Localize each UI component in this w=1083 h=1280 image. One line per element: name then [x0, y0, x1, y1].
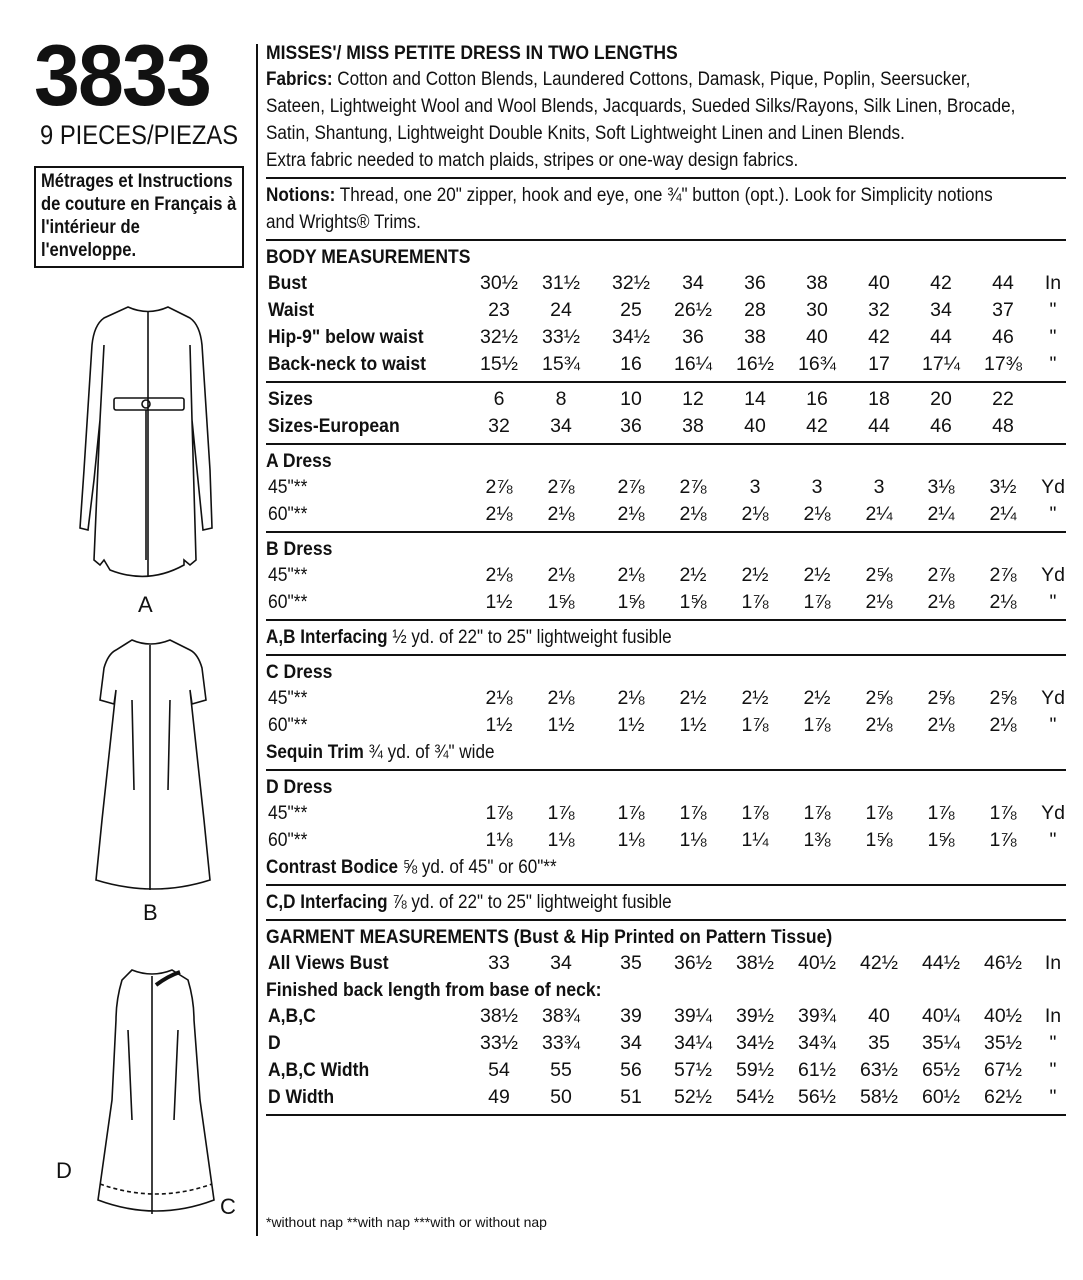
table-cell: 2⅝: [865, 564, 893, 586]
table-cell: 2⅛: [547, 687, 575, 709]
table-cell: 1½: [617, 714, 645, 736]
table-cell: 2½: [803, 687, 831, 709]
body-measurements-heading: BODY MEASUREMENTS: [266, 246, 471, 268]
divider: [266, 919, 1066, 921]
table-cell: 26½: [674, 299, 712, 321]
divider: [266, 769, 1066, 771]
fabrics-line: [266, 66, 986, 93]
table-cell: 24: [550, 299, 572, 321]
table-cell: 17: [868, 353, 890, 375]
view-label-b: B: [143, 900, 158, 925]
table-cell: 16½: [736, 353, 774, 375]
unit-label: ": [1049, 1059, 1057, 1081]
unit-label: ": [1049, 299, 1057, 321]
table-row: [266, 474, 1066, 501]
table-cell: 2⅞: [485, 476, 513, 498]
table-cell: 40½: [798, 952, 836, 974]
table-cell: 40: [806, 326, 828, 348]
table-cell: 2⅛: [617, 564, 645, 586]
row-label: A,B,C Width: [268, 1059, 370, 1081]
table-row: [266, 324, 1066, 351]
cd-interfacing-text: ⅞ yd. of 22" to 25" lightweight fusible: [392, 892, 672, 913]
row-label: 45"**: [268, 476, 308, 498]
unit-label: Yd: [1041, 802, 1065, 824]
a-dress-heading: A Dress: [266, 450, 332, 472]
table-cell: 35½: [984, 1032, 1022, 1054]
table-cell: 32: [868, 299, 890, 321]
table-cell: 2⅝: [927, 687, 955, 709]
table-cell: 1½: [547, 714, 575, 736]
table-cell: 40¼: [922, 1005, 960, 1027]
french-note-line: de couture en Français à: [41, 193, 237, 215]
row-label: Sizes: [268, 388, 313, 410]
unit-label: ": [1049, 591, 1057, 613]
garment-length-table: [266, 1003, 1066, 1111]
table-cell: 34½: [736, 1032, 774, 1054]
table-cell: 2½: [679, 564, 707, 586]
table-cell: 2⅛: [547, 564, 575, 586]
fabrics-label: Fabrics:: [266, 69, 333, 90]
table-cell: 49: [488, 1086, 510, 1108]
table-cell: 20: [930, 388, 952, 410]
table-cell: 36: [620, 415, 642, 437]
table-cell: 2⅛: [927, 714, 955, 736]
table-row: [266, 501, 1066, 528]
fabrics-text: Extra fabric needed to match plaids, stripes or one-way design fabrics.: [266, 150, 799, 171]
table-cell: 30½: [480, 272, 518, 294]
table-row: [266, 297, 1066, 324]
unit-label: In: [1044, 272, 1062, 294]
table-cell: 1⅛: [547, 829, 575, 851]
notions-text: Thread, one 20" zipper, hook and eye, one ¾" button (opt.). Look for Simplicity notions: [339, 185, 993, 206]
table-cell: 40: [868, 1005, 890, 1027]
d-dress-heading: D Dress: [266, 776, 333, 798]
c-dress-table: [266, 685, 1066, 739]
table-cell: 23: [488, 299, 510, 321]
unit-label: ": [1049, 326, 1057, 348]
table-cell: 31½: [542, 272, 580, 294]
table-cell: 46: [992, 326, 1014, 348]
back-length-label: Finished back length from base of neck:: [266, 979, 602, 1001]
table-cell: 33½: [480, 1032, 518, 1054]
table-cell: 14: [744, 388, 766, 410]
footnote: *without nap **with nap ***with or without nap: [266, 1214, 547, 1230]
table-cell: 2⅛: [485, 503, 513, 525]
table-cell: 42: [930, 272, 952, 294]
table-cell: 2⅛: [865, 591, 893, 613]
table-cell: 40½: [984, 1005, 1022, 1027]
table-cell: 1⅞: [547, 802, 575, 824]
table-cell: 39¼: [674, 1005, 712, 1027]
table-cell: 51: [620, 1086, 642, 1108]
table-cell: 1½: [679, 714, 707, 736]
column-divider: [256, 44, 258, 1236]
table-cell: 1⅝: [547, 591, 575, 613]
fabrics-text: Sateen, Lightweight Wool and Wool Blends, Jacquards, Sueded Silks/Rayons, Silk Linen, Brocade,: [266, 96, 1016, 117]
garment-measurements-heading: GARMENT MEASUREMENTS (Bust & Hip Printed on Pattern Tissue): [266, 926, 833, 948]
row-label: A,B,C: [268, 1005, 316, 1027]
divider: [266, 239, 1066, 241]
b-dress-table: [266, 562, 1066, 616]
row-label: D: [268, 1032, 281, 1054]
dress-a-illustration: [80, 307, 212, 576]
row-label: 60"**: [268, 714, 308, 736]
row-label: Sizes-European: [268, 415, 400, 437]
table-cell: 3½: [989, 476, 1017, 498]
table-cell: 67½: [984, 1059, 1022, 1081]
dress-b-illustration: [96, 640, 210, 890]
table-cell: 16: [620, 353, 642, 375]
table-cell: 33½: [542, 326, 580, 348]
table-cell: 34: [550, 952, 572, 974]
sequin-trim: [266, 739, 986, 766]
table-row: [266, 827, 1066, 854]
table-row: [266, 685, 1066, 712]
unit-label: ": [1049, 1086, 1057, 1108]
table-cell: 2½: [803, 564, 831, 586]
notions-line: [266, 182, 993, 209]
table-cell: 33¾: [542, 1032, 580, 1054]
table-cell: 1⅞: [803, 714, 831, 736]
table-cell: 44: [992, 272, 1014, 294]
table-cell: 34: [550, 415, 572, 437]
table-cell: 63½: [860, 1059, 898, 1081]
table-cell: 34: [682, 272, 704, 294]
table-cell: 1⅝: [617, 591, 645, 613]
pieces-count: 9 PIECES/PIEZAS: [40, 120, 239, 150]
row-label: Back-neck to waist: [268, 353, 427, 375]
view-label-c: C: [220, 1194, 236, 1219]
table-cell: 37: [992, 299, 1014, 321]
table-cell: 1¼: [741, 829, 769, 851]
table-cell: 56½: [798, 1086, 836, 1108]
table-cell: 2⅛: [989, 591, 1017, 613]
table-cell: 65½: [922, 1059, 960, 1081]
french-note-line: l'intérieur de: [41, 216, 140, 238]
french-note-line: Métrages et Instructions: [41, 170, 233, 192]
table-cell: 15¾: [542, 353, 580, 375]
table-cell: 2⅛: [617, 687, 645, 709]
divider: [266, 531, 1066, 533]
notions-text: and Wrights® Trims.: [266, 212, 421, 233]
table-cell: 40: [868, 272, 890, 294]
table-cell: 42: [806, 415, 828, 437]
row-label: 45"**: [268, 802, 308, 824]
table-cell: 38: [744, 326, 766, 348]
view-label-d: D: [56, 1158, 72, 1183]
table-cell: 36½: [674, 952, 712, 974]
table-cell: 2⅛: [485, 687, 513, 709]
table-cell: 34½: [612, 326, 650, 348]
table-cell: 44: [930, 326, 952, 348]
unit-label: Yd: [1041, 564, 1065, 586]
unit-label: In: [1044, 1005, 1062, 1027]
cd-interfacing: [266, 889, 986, 916]
dress-illustrations: [0, 0, 260, 1280]
table-cell: 3: [873, 476, 885, 498]
table-cell: 1⅞: [485, 802, 513, 824]
table-cell: 2¼: [927, 503, 955, 525]
table-row: [266, 270, 1066, 297]
table-cell: 44: [868, 415, 890, 437]
unit-label: ": [1049, 714, 1057, 736]
c-dress-heading: C Dress: [266, 661, 333, 683]
unit-label: Yd: [1041, 476, 1065, 498]
table-cell: 15½: [480, 353, 518, 375]
contrast-bodice-label: Contrast Bodice: [266, 857, 399, 878]
table-cell: 38: [682, 415, 704, 437]
table-cell: 17¼: [922, 353, 960, 375]
table-row: [266, 950, 1066, 977]
table-cell: 2⅞: [547, 476, 575, 498]
ab-interfacing-text: ½ yd. of 22" to 25" lightweight fusible: [392, 627, 672, 648]
table-cell: 16¼: [674, 353, 712, 375]
sequin-trim-text: ¾ yd. of ¾" wide: [368, 742, 495, 763]
table-cell: 17⅜: [984, 353, 1022, 375]
table-cell: 35¼: [922, 1032, 960, 1054]
table-cell: 1½: [485, 591, 513, 613]
table-cell: 2½: [679, 687, 707, 709]
row-label: Hip-9" below waist: [268, 326, 424, 348]
table-cell: 1⅝: [927, 829, 955, 851]
table-cell: 50: [550, 1086, 572, 1108]
unit-label: ": [1049, 1032, 1057, 1054]
table-cell: 35: [620, 952, 642, 974]
table-cell: 48: [992, 415, 1014, 437]
table-cell: 16¾: [798, 353, 836, 375]
ab-interfacing: [266, 624, 986, 651]
table-cell: 2⅛: [679, 503, 707, 525]
row-label: 60"**: [268, 503, 308, 525]
table-cell: 40: [744, 415, 766, 437]
table-cell: 2⅛: [989, 714, 1017, 736]
table-cell: 36: [682, 326, 704, 348]
table-cell: 2⅛: [547, 503, 575, 525]
divider: [266, 381, 1066, 383]
table-cell: 1⅛: [679, 829, 707, 851]
table-cell: 1⅜: [803, 829, 831, 851]
table-cell: 42½: [860, 952, 898, 974]
table-cell: 39: [620, 1005, 642, 1027]
d-dress-table: [266, 800, 1066, 854]
dress-cd-illustration: [98, 970, 214, 1214]
table-cell: 39¾: [798, 1005, 836, 1027]
table-row: [266, 589, 1066, 616]
view-label-a: A: [138, 592, 153, 617]
unit-label: ": [1049, 353, 1057, 375]
row-label: Bust: [268, 272, 308, 294]
table-cell: 2½: [741, 564, 769, 586]
table-cell: 55: [550, 1059, 572, 1081]
divider: [266, 654, 1066, 656]
unit-label: In: [1044, 952, 1062, 974]
ab-interfacing-label: A,B Interfacing: [266, 627, 388, 648]
table-cell: 35: [868, 1032, 890, 1054]
row-label: 60"**: [268, 591, 308, 613]
row-label: Waist: [268, 299, 315, 321]
row-label: All Views Bust: [268, 952, 389, 974]
table-cell: 18: [868, 388, 890, 410]
unit-label: ": [1049, 829, 1057, 851]
cd-interfacing-label: C,D Interfacing: [266, 892, 388, 913]
table-cell: 3: [749, 476, 761, 498]
table-cell: 32½: [480, 326, 518, 348]
table-cell: 2⅛: [927, 591, 955, 613]
table-cell: 1⅞: [741, 591, 769, 613]
table-cell: 36: [744, 272, 766, 294]
table-cell: 56: [620, 1059, 642, 1081]
table-cell: 58½: [860, 1086, 898, 1108]
pattern-number: 3833: [34, 28, 210, 124]
french-note-line: l'enveloppe.: [41, 239, 137, 261]
fabrics-text: Cotton and Cotton Blends, Laundered Cottons, Damask, Pique, Poplin, Seersucker,: [337, 69, 971, 90]
table-cell: 16: [806, 388, 828, 410]
table-cell: 10: [620, 388, 642, 410]
fabrics-text: Satin, Shantung, Lightweight Double Knits, Soft Lightweight Linen and Linen Blends.: [266, 123, 905, 144]
table-cell: 1⅞: [679, 802, 707, 824]
unit-label: ": [1049, 503, 1057, 525]
pattern-title: MISSES'/ MISS PETITE DRESS IN TWO LENGTHS: [266, 42, 678, 64]
table-cell: 60½: [922, 1086, 960, 1108]
table-cell: 1⅝: [865, 829, 893, 851]
table-cell: 57½: [674, 1059, 712, 1081]
table-cell: 38¾: [542, 1005, 580, 1027]
table-cell: 34¾: [798, 1032, 836, 1054]
notions-label: Notions:: [266, 185, 336, 206]
table-cell: 1⅛: [617, 829, 645, 851]
table-cell: 46: [930, 415, 952, 437]
table-row: [266, 1003, 1066, 1030]
table-cell: 1⅞: [741, 714, 769, 736]
table-cell: 1⅞: [989, 829, 1017, 851]
table-cell: 46½: [984, 952, 1022, 974]
table-cell: 22: [992, 388, 1014, 410]
table-cell: 1⅞: [741, 802, 769, 824]
table-cell: 2⅛: [865, 714, 893, 736]
table-cell: 38½: [480, 1005, 518, 1027]
table-cell: 30: [806, 299, 828, 321]
table-cell: 3⅛: [927, 476, 955, 498]
table-cell: 38½: [736, 952, 774, 974]
table-cell: 28: [744, 299, 766, 321]
sizes-table: [266, 386, 1066, 440]
divider: [266, 177, 1066, 179]
contrast-bodice: [266, 854, 986, 881]
table-cell: 2¼: [989, 503, 1017, 525]
table-row: [266, 562, 1066, 589]
table-cell: 1⅞: [803, 591, 831, 613]
table-row: [266, 386, 1066, 413]
table-cell: 39½: [736, 1005, 774, 1027]
table-cell: 1⅝: [679, 591, 707, 613]
table-cell: 59½: [736, 1059, 774, 1081]
table-cell: 2⅞: [617, 476, 645, 498]
table-cell: 2½: [741, 687, 769, 709]
table-cell: 61½: [798, 1059, 836, 1081]
table-cell: 34¼: [674, 1032, 712, 1054]
table-cell: 2¼: [865, 503, 893, 525]
table-cell: 6: [493, 388, 505, 410]
b-dress-heading: B Dress: [266, 538, 333, 560]
table-row: [266, 800, 1066, 827]
table-cell: 2⅝: [865, 687, 893, 709]
table-cell: 54: [488, 1059, 510, 1081]
divider: [266, 1114, 1066, 1116]
table-cell: 32: [488, 415, 510, 437]
table-row: [266, 1030, 1066, 1057]
table-cell: 12: [682, 388, 704, 410]
table-row: [266, 712, 1066, 739]
contrast-bodice-text: ⅝ yd. of 45" or 60"**: [402, 857, 557, 878]
table-cell: 42: [868, 326, 890, 348]
table-cell: 2⅝: [989, 687, 1017, 709]
row-label: 45"**: [268, 687, 308, 709]
table-cell: 2⅛: [485, 564, 513, 586]
table-cell: 38: [806, 272, 828, 294]
divider: [266, 619, 1066, 621]
table-cell: 3: [811, 476, 823, 498]
table-row: [266, 413, 1066, 440]
table-cell: 1⅞: [803, 802, 831, 824]
table-cell: 34: [620, 1032, 642, 1054]
table-cell: 44½: [922, 952, 960, 974]
table-cell: 2⅛: [617, 503, 645, 525]
table-cell: 1⅞: [865, 802, 893, 824]
table-row: [266, 1084, 1066, 1111]
table-cell: 1⅞: [927, 802, 955, 824]
table-cell: 1½: [485, 714, 513, 736]
row-label: D Width: [268, 1086, 335, 1108]
divider: [266, 443, 1066, 445]
table-cell: 2⅞: [927, 564, 955, 586]
garment-bust-table: [266, 950, 1066, 977]
unit-label: Yd: [1041, 687, 1065, 709]
table-cell: 25: [620, 299, 642, 321]
row-label: 60"**: [268, 829, 308, 851]
table-cell: 52½: [674, 1086, 712, 1108]
table-cell: 2⅞: [989, 564, 1017, 586]
table-cell: 33: [488, 952, 510, 974]
table-cell: 62½: [984, 1086, 1022, 1108]
table-cell: 1⅞: [617, 802, 645, 824]
table-cell: 54½: [736, 1086, 774, 1108]
table-cell: 2⅞: [679, 476, 707, 498]
table-cell: 2⅛: [741, 503, 769, 525]
table-cell: 34: [930, 299, 952, 321]
table-cell: 1⅞: [989, 802, 1017, 824]
table-row: [266, 1057, 1066, 1084]
table-cell: 8: [555, 388, 567, 410]
table-cell: 1⅛: [485, 829, 513, 851]
divider: [266, 884, 1066, 886]
table-cell: 32½: [612, 272, 650, 294]
row-label: 45"**: [268, 564, 308, 586]
pattern-info: [266, 40, 1066, 1119]
table-row: [266, 351, 1066, 378]
body-measurements-table: [266, 270, 1066, 378]
a-dress-table: [266, 474, 1066, 528]
table-cell: 2⅛: [803, 503, 831, 525]
sequin-trim-label: Sequin Trim: [266, 742, 364, 763]
